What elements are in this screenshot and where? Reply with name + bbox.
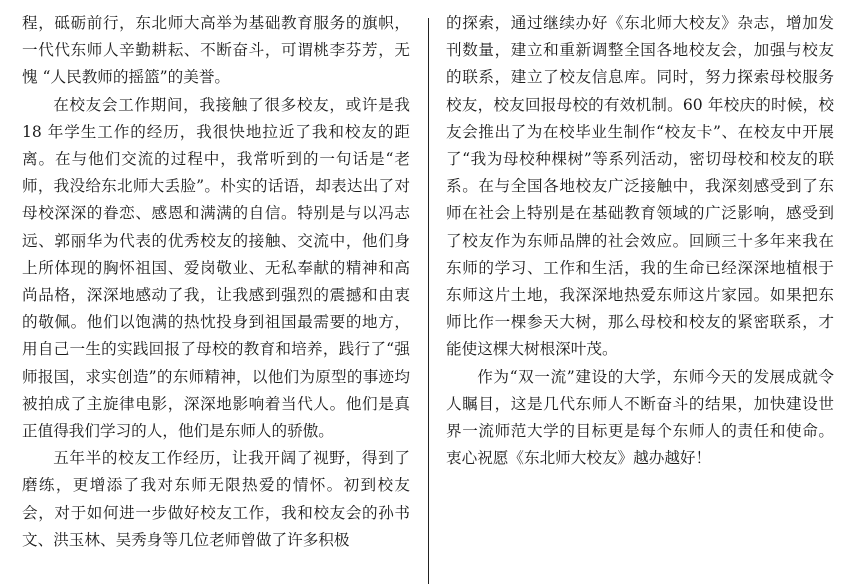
column-divider: [428, 18, 429, 584]
paragraph-continuation: 程，砥砺前行，东北师大高举为基础教育服务的旗帜，一代代东师人辛勤耕耘、不断奋斗，可谓桃李芬芳，无愧 “人民教师的摇篮”的美誉。: [22, 14, 410, 87]
paragraph-alumni-work-experience: 五年半的校友工作经历，让我开阔了视野，得到了磨练，更增添了我对东师无限热爱的情怀。初到校友会，对于如何进一步做好校友工作，我和校友会的孙书文、洪玉林、吴秀身等几位老师曾做了许多积极: [22, 449, 410, 549]
left-column: [22, 10, 410, 554]
paragraph-alumni-contact: 在校友会工作期间，我接触了很多校友，或许是我 18 年学生工作的经历，我很快地拉近了我和校友的距离。在与他们交流的过程中，我常听到的一句话是“老师，我没给东北师大丢脸”。朴实的话语，却表达出了对母校深深的眷恋、感恩和满满的自信。特别是与以冯志远、郭丽华为代表的优秀校友的接触、交流中，他们身上所体现的胸怀祖国、爱岗敬业、无私奉献的精神和高尚品格，深深地感动了我，让我感到强烈的震撼和由衷的敬佩。他们以饱满的热忱投身到祖国最需要的地方，用自己一生的实践回报了母校的教育和培养，践行了“强师报国，求实创造”的东师精神，以他们为原型的事迹均被拍成了主旋律电影，深深地影响着当代人。他们是真正值得我们学习的人，他们是东师人的骄傲。: [22, 95, 410, 441]
paragraph-closing-wishes: 作为“双一流”建设的大学，东师今天的发展成就令人瞩目，这是几代东师人不断奋斗的结果，加快建设世界一流师范大学的目标更是每个东师人的责任和使命。衷心祝愿《东北师大校友》越办越好！: [446, 367, 834, 468]
paragraph-exploration: 的探索，通过继续办好《东北师大校友》杂志，增加发刊数量，建立和重新调整全国各地校友会，加强与校友的联系，建立了校友信息库。同时，努力探索母校服务校友，校友回报母校的有效机制。60 年校庆的时候，校友会推出了为在校毕业生制作“校友卡”、在校友中开展了“我为母校种棵树”等系列活动，密切母校和校友的联系。在与全国各地校友广泛接触中，我深刻感受到了东师在社会上特别是在基础教育领域的广泛影响，感受到了校友作为东师品牌的社会效应。回顾三十多年来我在东师的学习、工作和生活，我的生命已经深深地植根于东师这片土地，我深深地热爱东师这片家园。如果把东师比作一棵参天大树，那么母校和校友的紧密联系，才能使这棵大树根深叶茂。: [446, 14, 834, 359]
right-column: [446, 10, 834, 472]
